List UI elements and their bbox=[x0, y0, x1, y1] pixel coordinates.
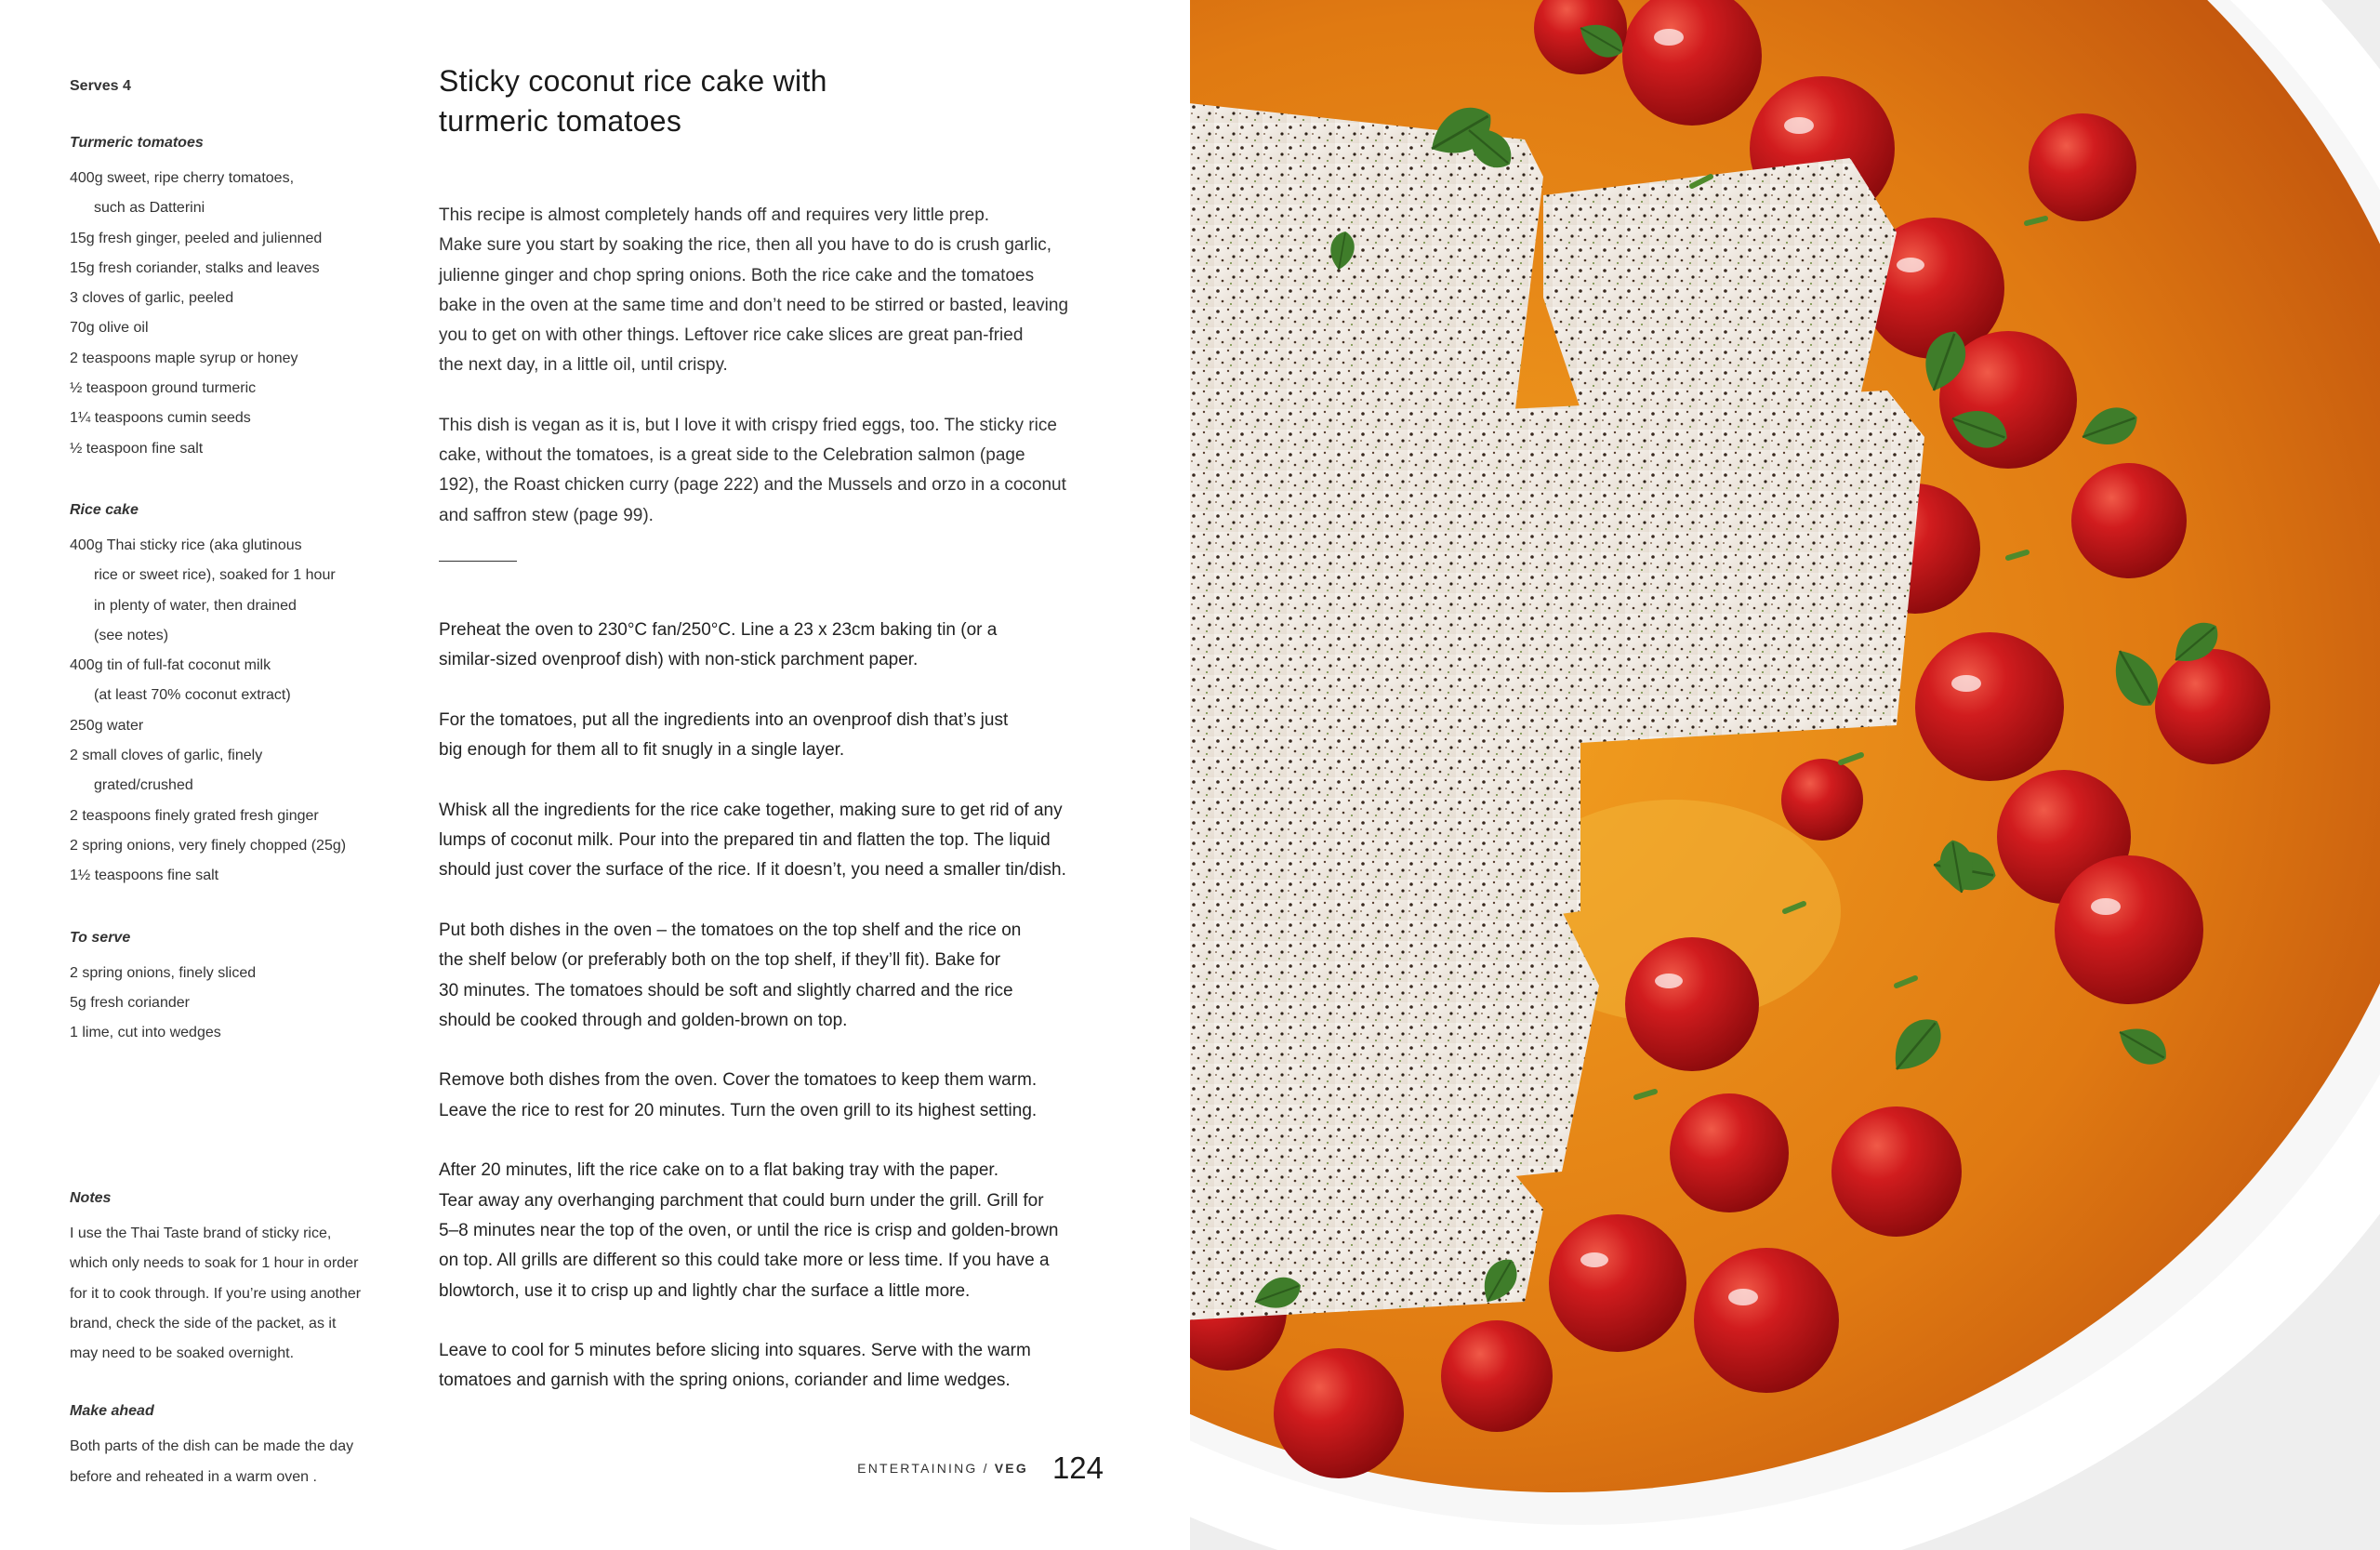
method-step-line: on top. All grills are different so this could take more or less time. If you have a bbox=[439, 1251, 1050, 1271]
serves-label: Serves 4 bbox=[70, 78, 131, 94]
intro-paragraph-line: cake, without the tomatoes, is a great side to the Celebration salmon (page bbox=[439, 445, 1025, 466]
ingredient-section-heading: To serve bbox=[70, 929, 131, 946]
ingredient-item: 1½ teaspoons fine salt bbox=[70, 868, 219, 884]
recipe-title-line-1: Sticky coconut rice cake with bbox=[439, 64, 827, 98]
ingredient-item: 15g fresh coriander, stalks and leaves bbox=[70, 259, 320, 276]
notes-line: brand, check the side of the packet, as it bbox=[70, 1315, 337, 1331]
ingredient-list bbox=[70, 164, 386, 464]
method-step-line: Remove both dishes from the oven. Cover the tomatoes to keep them warm. bbox=[439, 1070, 1038, 1091]
page-footer bbox=[841, 1451, 1104, 1486]
ingredient-item: (at least 70% coconut extract) bbox=[94, 687, 291, 704]
method-step-line: the shelf below (or preferably both on the top shelf, if they’ll fit). Bake for bbox=[439, 950, 1001, 971]
method-step bbox=[439, 796, 1108, 886]
intro-paragraph-line: the next day, in a little oil, until crispy. bbox=[439, 355, 728, 376]
intro-paragraph bbox=[439, 201, 1108, 381]
footer-subsection: VEG bbox=[994, 1461, 1028, 1476]
recipe-main-column bbox=[439, 61, 1108, 1426]
method-step-line: tomatoes and garnish with the spring onions, coriander and lime wedges. bbox=[439, 1371, 1011, 1391]
notes-column bbox=[70, 1184, 386, 1520]
method-step-line: big enough for them all to fit snugly in a single layer. bbox=[439, 740, 845, 761]
page-number: 124 bbox=[1051, 1451, 1104, 1485]
footer-section-name: ENTERTAINING / bbox=[857, 1461, 995, 1476]
recipe-title bbox=[439, 61, 1108, 141]
ingredient-item: 2 small cloves of garlic, finely bbox=[70, 748, 263, 764]
ingredients-column bbox=[70, 78, 386, 1080]
ingredient-item: 2 teaspoons maple syrup or honey bbox=[70, 350, 298, 366]
ingredient-item: 2 teaspoons finely grated fresh ginger bbox=[70, 807, 319, 824]
ingredient-list bbox=[70, 531, 386, 892]
ingredient-item: 250g water bbox=[70, 717, 144, 734]
section-divider bbox=[439, 561, 517, 562]
method-step-line: 5–8 minutes near the top of the oven, or until the rice is crisp and golden-brown bbox=[439, 1220, 1059, 1240]
make-ahead-line: before and reheated in a warm oven . bbox=[70, 1468, 317, 1485]
make-ahead-heading: Make ahead bbox=[70, 1403, 154, 1420]
ingredient-sections bbox=[70, 128, 386, 1048]
method-step-line: Preheat the oven to 230°C fan/250°C. Line a 23 x 23cm baking tin (or a bbox=[439, 619, 998, 640]
make-ahead-line: Both parts of the dish can be made the day bbox=[70, 1438, 354, 1455]
notes-line: which only needs to soak for 1 hour in order bbox=[70, 1255, 359, 1272]
notes-heading: Notes bbox=[70, 1190, 112, 1206]
method-step bbox=[439, 1156, 1108, 1305]
make-ahead-text bbox=[70, 1432, 386, 1492]
method-step-line: similar-sized ovenproof dish) with non-stick parchment paper. bbox=[439, 650, 919, 670]
ingredient-list bbox=[70, 959, 386, 1049]
method-step bbox=[439, 1336, 1108, 1397]
method-step-line: lumps of coconut milk. Pour into the prepared tin and flatten the top. The liquid bbox=[439, 830, 1051, 851]
method-step bbox=[439, 916, 1108, 1036]
ingredient-section-heading: Turmeric tomatoes bbox=[70, 135, 204, 151]
ingredient-item: 400g sweet, ripe cherry tomatoes, bbox=[70, 170, 295, 186]
ingredient-item: grated/crushed bbox=[94, 777, 193, 794]
ingredient-item: 2 spring onions, finely sliced bbox=[70, 964, 257, 981]
method-step-line: should be cooked through and golden-brown on top. bbox=[439, 1010, 848, 1030]
method-step-line: blowtorch, use it to crisp up and lightly char the surface a little more. bbox=[439, 1280, 971, 1301]
ingredient-item: ½ teaspoon ground turmeric bbox=[70, 380, 257, 397]
dish-photo bbox=[1190, 0, 2380, 1550]
notes-text bbox=[70, 1219, 386, 1369]
method-step-line: Leave to cool for 5 minutes before slicing into squares. Serve with the warm bbox=[439, 1341, 1031, 1361]
method-step bbox=[439, 706, 1108, 766]
ingredient-item: 400g Thai sticky rice (aka glutinous bbox=[70, 537, 302, 553]
method-step-line: 30 minutes. The tomatoes should be soft and slightly charred and the rice bbox=[439, 980, 1013, 1000]
intro-paragraph-line: This dish is vegan as it is, but I love it with crispy fried eggs, too. The sticky rice bbox=[439, 415, 1057, 435]
method-step-line: For the tomatoes, put all the ingredients into an ovenproof dish that’s just bbox=[439, 709, 1009, 730]
method-step-line: After 20 minutes, lift the rice cake on to a flat baking tray with the paper. bbox=[439, 1160, 998, 1181]
ingredient-item: such as Datterini bbox=[94, 200, 205, 217]
intro-paragraph-line: and saffron stew (page 99). bbox=[439, 505, 654, 525]
ingredient-item: 400g tin of full-fat coconut milk bbox=[70, 657, 271, 674]
ingredient-item: ½ teaspoon fine salt bbox=[70, 440, 204, 457]
ingredient-item: 1¼ teaspoons cumin seeds bbox=[70, 410, 251, 427]
method-step-line: Leave the rice to rest for 20 minutes. Turn the oven grill to its highest setting. bbox=[439, 1100, 1038, 1120]
recipe-title-line-2: turmeric tomatoes bbox=[439, 104, 682, 138]
ingredient-item: 15g fresh ginger, peeled and julienned bbox=[70, 230, 323, 246]
notes-line: I use the Thai Taste brand of sticky rice, bbox=[70, 1225, 332, 1241]
intro-paragraph-line: 192), the Roast chicken curry (page 222) and the Mussels and orzo in a coconut bbox=[439, 475, 1066, 496]
ingredient-item: 1 lime, cut into wedges bbox=[70, 1025, 221, 1041]
ingredient-item: (see notes) bbox=[94, 627, 169, 643]
ingredient-item: in plenty of water, then drained bbox=[94, 597, 297, 614]
intro-paragraph-line: you to get on with other things. Leftover rice cake slices are great pan-fried bbox=[439, 325, 1024, 346]
recipe-method bbox=[439, 616, 1108, 1397]
method-step-line: Whisk all the ingredients for the rice cake together, making sure to get rid of any bbox=[439, 800, 1063, 820]
method-step-line: Put both dishes in the oven – the tomatoes on the top shelf and the rice on bbox=[439, 920, 1022, 940]
method-step-line: should just cover the surface of the rice. If it doesn’t, you need a smaller tin/dish. bbox=[439, 860, 1066, 881]
notes-line: for it to cook through. If you’re using another bbox=[70, 1285, 362, 1302]
notes-line: may need to be soaked overnight. bbox=[70, 1345, 295, 1362]
ingredient-section-heading: Rice cake bbox=[70, 501, 139, 518]
dish-illustration bbox=[1190, 0, 2380, 1550]
intro-paragraph-line: Make sure you start by soaking the rice, then all you have to do is crush garlic, bbox=[439, 235, 1051, 256]
ingredient-item: rice or sweet rice), soaked for 1 hour bbox=[94, 567, 336, 584]
footer-section bbox=[857, 1461, 1028, 1476]
intro-paragraph bbox=[439, 411, 1108, 531]
intro-paragraph-line: bake in the oven at the same time and don’t need to be stirred or basted, leaving bbox=[439, 295, 1069, 315]
ingredient-item: 2 spring onions, very finely chopped (25g) bbox=[70, 837, 347, 854]
intro-paragraph-line: This recipe is almost completely hands off and requires very little prep. bbox=[439, 205, 990, 225]
ingredient-item: 3 cloves of garlic, peeled bbox=[70, 290, 234, 307]
recipe-intro bbox=[439, 201, 1108, 531]
method-step-line: Tear away any overhanging parchment that could burn under the grill. Grill for bbox=[439, 1190, 1044, 1211]
intro-paragraph-line: julienne ginger and chop spring onions. Both the rice cake and the tomatoes bbox=[439, 265, 1035, 285]
method-step bbox=[439, 1066, 1108, 1126]
ingredient-item: 70g olive oil bbox=[70, 320, 149, 337]
ingredient-item: 5g fresh coriander bbox=[70, 994, 190, 1011]
method-step bbox=[439, 616, 1108, 676]
